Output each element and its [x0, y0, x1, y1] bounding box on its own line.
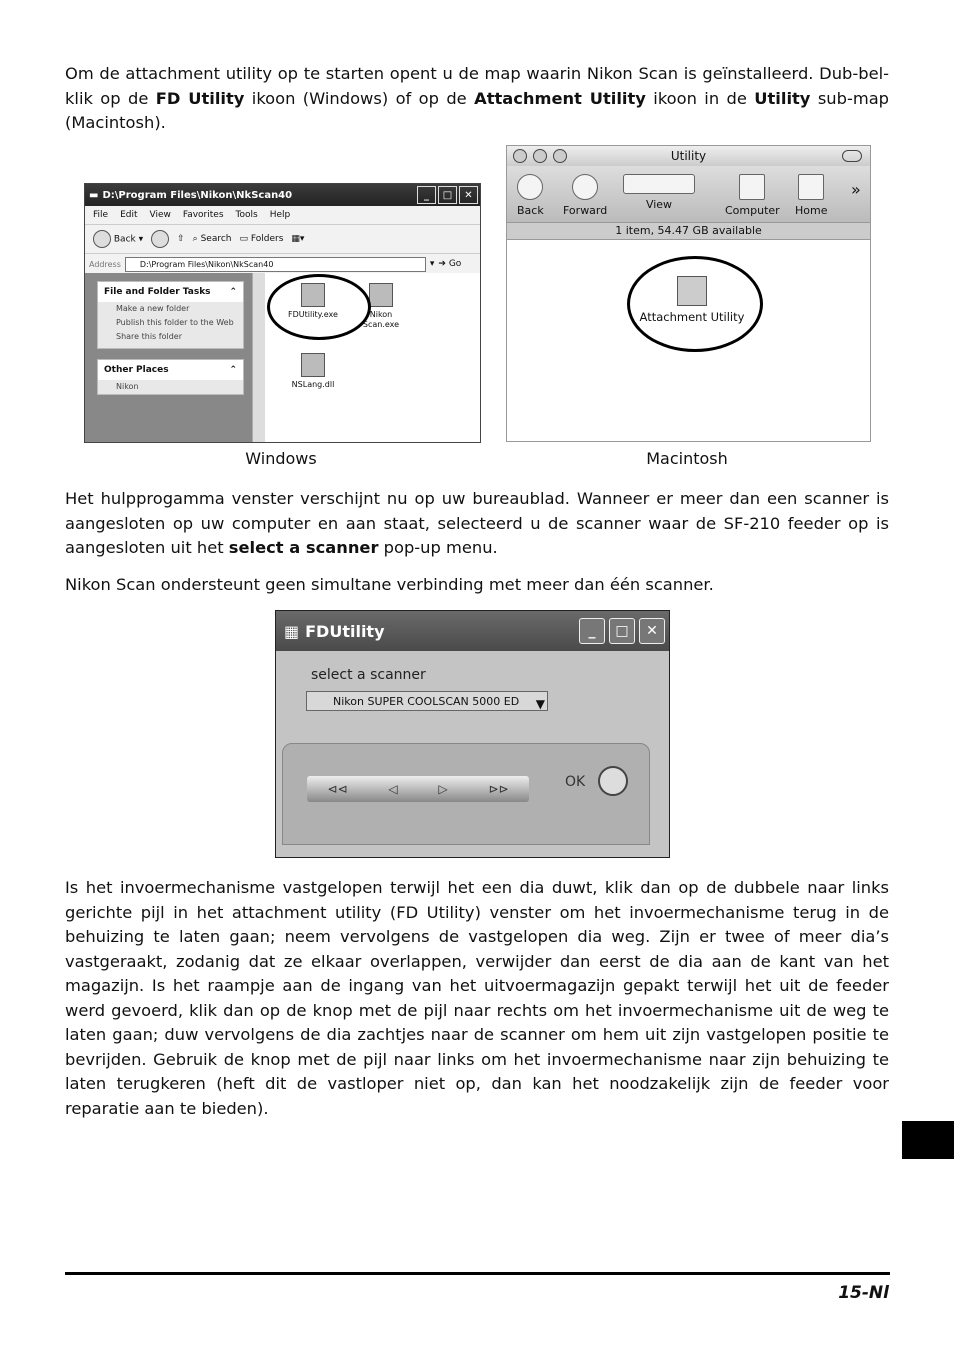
scanner-select-value: Nikon SUPER COOLSCAN 5000 ED: [333, 695, 520, 708]
address-label: Address: [89, 259, 121, 269]
intro-text-4: sub-map (Macintosh).: [65, 88, 890, 132]
go-label: Go: [448, 259, 462, 269]
fd-title-bar: [276, 611, 669, 651]
go-arrow-icon: ➔: [438, 259, 446, 269]
intro-bold-utility: Utility: [754, 88, 811, 108]
mac-computer-button[interactable]: [725, 174, 780, 217]
folders-icon: ▭: [239, 234, 249, 244]
collapse-icon[interactable]: ⌃: [229, 365, 237, 375]
transport-bar: [307, 776, 529, 802]
mac-back-button[interactable]: [517, 174, 544, 217]
windows-menu-bar: [85, 206, 480, 225]
forward-button[interactable]: ▷: [438, 782, 448, 796]
file-name: NSLang.dll: [291, 380, 335, 389]
minimize-icon[interactable]: _: [579, 618, 605, 644]
file-name: FDUtility.exe: [288, 310, 338, 319]
up-folder-icon[interactable]: ⇧: [177, 234, 185, 244]
dropdown-icon[interactable]: ▾: [429, 259, 435, 269]
paragraph-3: Nikon Scan ondersteunt geen simultane verbinding met meer dan één scanner.: [65, 575, 714, 594]
other-place-nikon[interactable]: Nikon: [116, 382, 139, 391]
fdutility-app-icon: ▦: [284, 621, 300, 641]
tasks-title: File and Folder Tasks: [104, 287, 211, 297]
ok-label: OK: [565, 774, 586, 790]
control-panel: [282, 743, 650, 845]
menu-edit[interactable]: Edit: [120, 210, 138, 220]
menu-file[interactable]: File: [93, 210, 109, 220]
mac-finder-screenshot: [506, 145, 871, 442]
highlight-oval: [627, 256, 763, 352]
mac-title-bar: [507, 146, 870, 166]
folders-label: Folders: [250, 234, 284, 244]
page-number: 15-Nl: [838, 1283, 889, 1303]
windows-title-bar: [85, 184, 480, 206]
file-nslang[interactable]: [283, 353, 343, 390]
windows-body: [85, 273, 480, 442]
chevron-down-icon: ▼: [535, 697, 545, 711]
fdutility-window: [275, 610, 670, 858]
mac-toolbar: [507, 166, 870, 222]
maximize-icon[interactable]: □: [609, 618, 635, 644]
other-places-title: Other Places: [104, 365, 169, 375]
menu-tools[interactable]: Tools: [235, 210, 258, 220]
windows-toolbar: [85, 225, 480, 254]
more-chevron-icon[interactable]: »: [851, 180, 861, 199]
para2-text-1: Het hulpprogamma venster verschijnt nu op uw bureaublad. Wanneer er meer dan een scanner is aangesloten op uw computer en aan staat, selecteerd u de scanner waar de SF-210 feeder op is aangesloten uit het: [65, 489, 889, 557]
mac-caption: Macintosh: [646, 449, 728, 468]
close-icon[interactable]: ✕: [459, 186, 478, 204]
windows-caption: Windows: [245, 449, 317, 468]
intro-bold-fd-utility: FD Utility: [155, 88, 245, 108]
select-scanner-label: select a scanner: [311, 667, 426, 683]
menu-favorites[interactable]: Favorites: [182, 210, 224, 220]
scrollbar[interactable]: [252, 273, 265, 442]
section-tab-marker: [902, 1121, 954, 1159]
mac-title: Utility: [670, 149, 707, 163]
scanner-select[interactable]: [306, 691, 548, 711]
close-icon[interactable]: ✕: [639, 618, 665, 644]
address-input[interactable]: D:\Program Files\Nikon\NkScan40: [125, 257, 426, 272]
windows-explorer-screenshot: [84, 183, 481, 443]
folder-icon: ▬: [89, 189, 99, 201]
task-pane: [85, 273, 252, 442]
file-name: Nikon Scan.exe: [362, 310, 400, 329]
ok-button[interactable]: [598, 766, 628, 796]
address-bar: [85, 254, 480, 275]
file-list: [265, 273, 480, 442]
home-icon: [798, 174, 824, 200]
rewind-fast-button[interactable]: ⊲⊲: [327, 782, 348, 796]
mac-home-button[interactable]: [795, 174, 827, 217]
mac-status-bar: 1 item, 54.47 GB available: [507, 222, 870, 240]
minimize-icon[interactable]: _: [417, 186, 436, 204]
menu-help[interactable]: Help: [269, 210, 291, 220]
menu-view[interactable]: View: [149, 210, 171, 220]
intro-text-2: ikoon (Windows) of op de: [244, 88, 475, 108]
computer-icon: [739, 174, 765, 200]
back-icon: [517, 174, 543, 200]
intro-paragraph: [65, 62, 889, 136]
attachment-utility-label: Attachment Utility: [639, 310, 745, 324]
collapse-icon[interactable]: ⌃: [229, 287, 237, 297]
intro-bold-attachment-utility: Attachment Utility: [474, 88, 646, 108]
forward-icon: [572, 174, 598, 200]
intro-text-3: ikoon in de: [645, 88, 755, 108]
back-label: Back: [113, 234, 136, 245]
forward-fast-button[interactable]: ⊳⊳: [488, 782, 509, 796]
footer-rule: [65, 1272, 890, 1275]
toolbar-toggle-icon[interactable]: [842, 150, 862, 162]
mac-view-label: View: [645, 198, 673, 211]
paragraph-4: Is het invoermechanisme vastgelopen terwijl het een dia duwt, klik dan op de dubbele naar links gerichte pijl in het attachment utility (FD Utility) venster om het invoermechanisme terug in de behuizing te laten gaan; neem vervolgens de vastgelopen dia weg. Zijn er twee of meer dia’s vastgeraakt, zodanig dat ze elkaar overlappen, verwijder dan eerst de dia aan de kant van het magazijn. Is het raampje aan de ingang van het uitvoermagazijn gepakt terwijl het uit de feeder werd gevoerd, klik dan op de knop met de pijl naar rechts om het invoermechanisme uit de weg te laten gaan; duw vervolgens de dia zachtjes naar de scanner om hem uit zijn vastgelopen positie te bevrijden. Gebruik de knop met de pijl naar links om het invoermechanisme naar zijn behuizing te laten terugkeren (heft dit de vastloper niet op, dan kan het noodzakelijk zijn de feeder voor reparatie aan te bieden).: [65, 878, 889, 1118]
forward-arrow-icon[interactable]: [151, 230, 169, 248]
mac-forward-label: Forward: [563, 204, 608, 217]
mac-home-label: Home: [795, 204, 828, 217]
mac-back-label: Back: [517, 204, 544, 217]
views-icon[interactable]: ▦▾: [291, 234, 305, 244]
task-publish-web[interactable]: Publish this folder to the Web: [116, 318, 234, 327]
para2-bold: select a scanner: [228, 538, 379, 557]
maximize-icon[interactable]: □: [438, 186, 457, 204]
view-icon: [623, 174, 695, 194]
para2-text-2: pop-up menu.: [378, 538, 498, 557]
search-label: Search: [200, 234, 232, 244]
mac-view-button[interactable]: [623, 174, 695, 211]
rewind-button[interactable]: ◁: [388, 782, 398, 796]
highlight-oval: [267, 274, 371, 340]
folders-button[interactable]: [240, 234, 284, 244]
search-button[interactable]: [193, 234, 232, 244]
back-arrow-icon: [93, 230, 111, 248]
nikon-scan-icon: [369, 283, 393, 307]
file-folder-tasks-panel: [97, 281, 244, 349]
dll-icon: [301, 353, 325, 377]
intro-text-1: Om de attachment utility op te starten opent u de map waarin Nikon Scan is geïnstalleerd. Dub-bel-klik op de: [65, 64, 889, 108]
windows-title: D:\Program Files\Nikon\NkScan40: [102, 189, 293, 201]
other-places-panel: [97, 359, 244, 395]
mac-forward-button[interactable]: [563, 174, 607, 217]
go-button[interactable]: [438, 259, 461, 269]
mac-computer-label: Computer: [725, 204, 780, 217]
paragraph-2: [65, 487, 889, 561]
back-button[interactable]: Back ▾: [93, 230, 143, 248]
task-make-folder[interactable]: Make a new folder: [116, 304, 190, 313]
fd-title: FDUtility: [305, 621, 385, 641]
task-share-folder[interactable]: Share this folder: [116, 332, 182, 341]
search-icon: ⌕: [192, 234, 198, 244]
